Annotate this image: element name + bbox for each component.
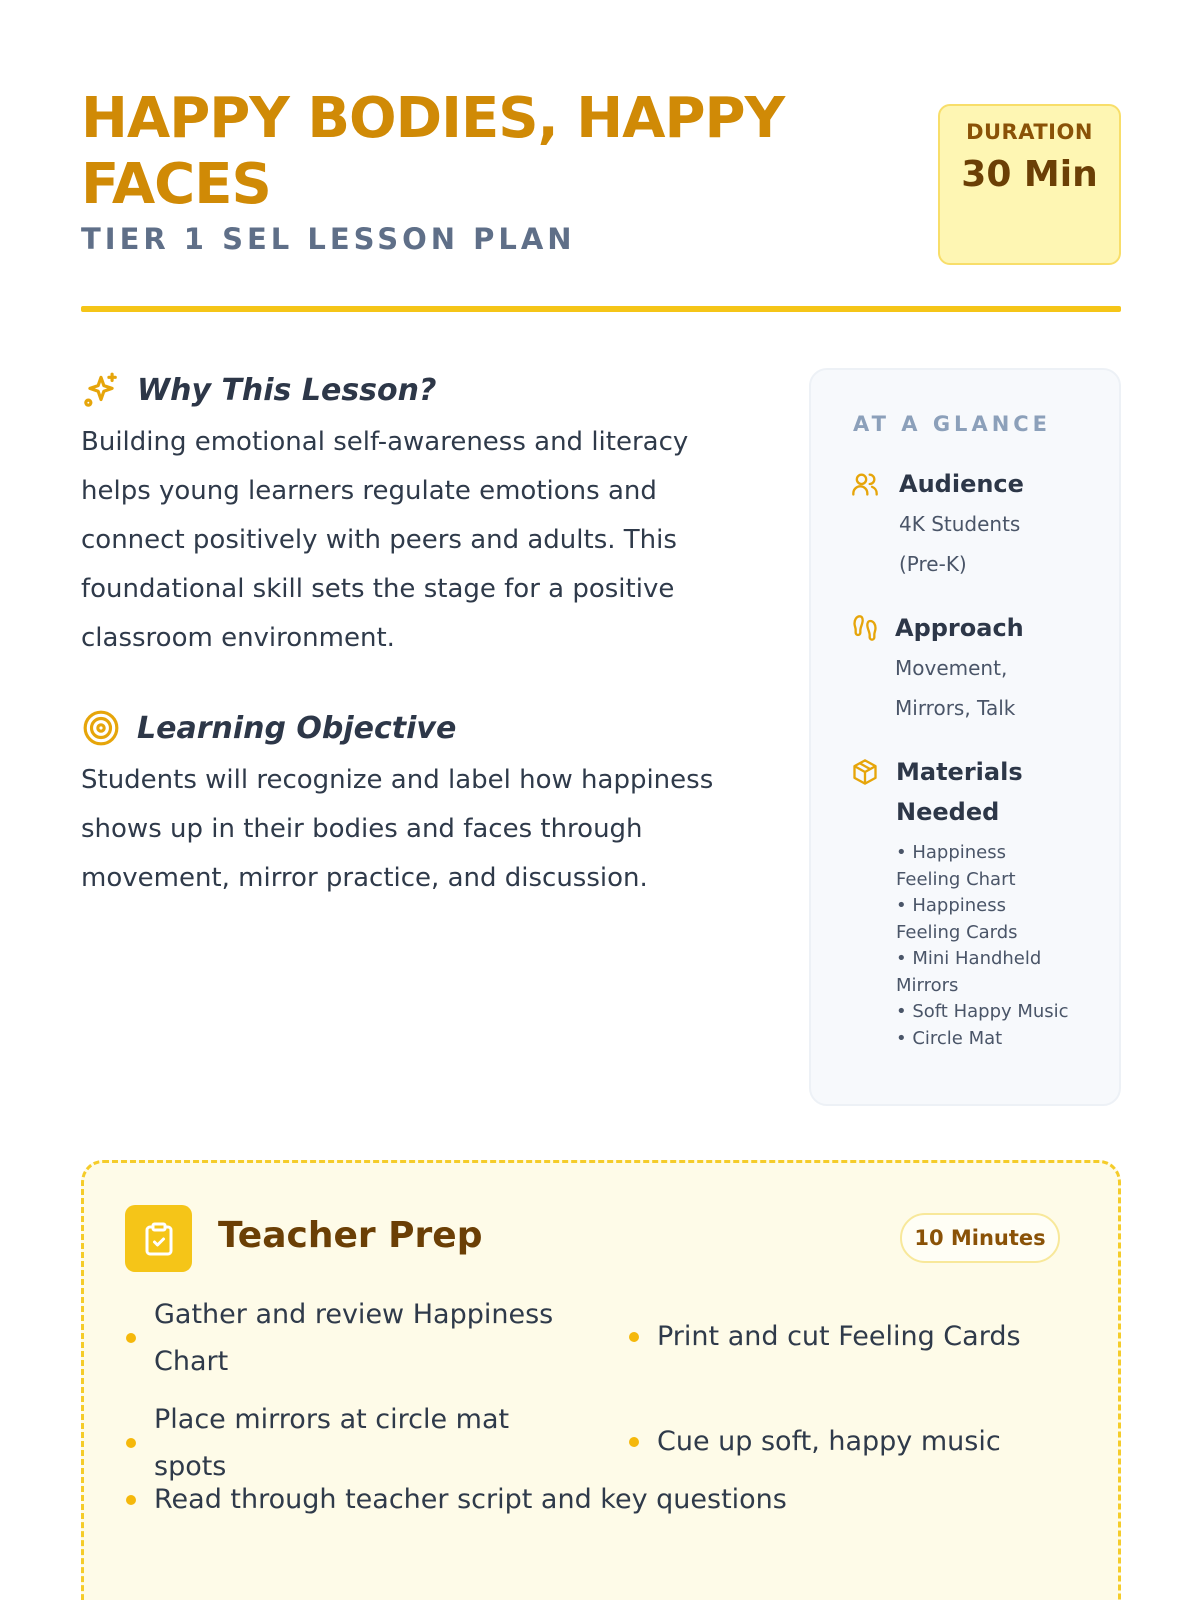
prep-item — [629, 1313, 1089, 1360]
why-heading: Why This Lesson? — [137, 372, 437, 408]
duration-value: 30 Min — [961, 154, 1098, 195]
duration-label: DURATION — [966, 120, 1093, 144]
objective-heading: Learning Objective — [137, 710, 457, 746]
lesson-plan-page — [81, 0, 1121, 1600]
materials-item: • Mini Handheld Mirrors — [896, 948, 1042, 996]
materials-list — [896, 840, 1076, 1052]
bullet-dot — [126, 1495, 136, 1505]
materials-item: • Soft Happy Music — [896, 1001, 1069, 1022]
prep-item — [126, 1291, 566, 1385]
bullet-dot — [629, 1437, 639, 1447]
bullet-dot — [629, 1332, 639, 1342]
glance-materials — [851, 752, 1076, 1052]
prep-item-text: Cue up soft, happy music — [657, 1426, 1001, 1457]
glance-approach — [851, 608, 1045, 728]
footprints-icon — [851, 614, 881, 644]
audience-title: Audience — [899, 470, 1024, 498]
bullet-dot — [126, 1333, 136, 1343]
objective-text: Students will recognize and label how happiness shows up in their bodies and faces through movement, mirror practice, and discussion. — [81, 765, 714, 893]
teacher-prep-card — [81, 1160, 1121, 1600]
glance-heading: AT A GLANCE — [853, 412, 1052, 436]
materials-title: Materials Needed — [896, 758, 1023, 826]
teacher-prep-title: Teacher Prep — [218, 1215, 483, 1256]
approach-title: Approach — [895, 614, 1024, 642]
materials-item: • Circle Mat — [896, 1027, 1003, 1049]
prep-item-text: Print and cut Feeling Cards — [657, 1321, 1021, 1352]
package-icon — [851, 758, 881, 788]
audience-text: 4K Students (Pre-K) — [899, 512, 1021, 576]
glance-audience — [851, 464, 1049, 584]
prep-item — [126, 1476, 1026, 1523]
target-icon — [81, 708, 121, 748]
materials-item: • Happiness Feeling Cards — [896, 895, 1018, 943]
prep-item — [629, 1418, 1089, 1465]
why-text: Building emotional self-awareness and literacy helps young learners regulate emotions and connect positively with peers and adults. This foundational skill sets the stage for a positive classroom environment. — [81, 427, 689, 653]
page-subtitle: TIER 1 SEL LESSON PLAN — [81, 222, 576, 256]
prep-time-badge: 10 Minutes — [900, 1213, 1060, 1263]
materials-item: • Happiness Feeling Chart — [896, 842, 1016, 890]
prep-item-text: Gather and review Happiness Chart — [154, 1299, 554, 1377]
users-icon — [851, 470, 881, 500]
prep-item-text: Place mirrors at circle mat spots — [154, 1404, 510, 1482]
duration-box — [938, 104, 1121, 265]
bullet-dot — [126, 1438, 136, 1448]
header-divider — [81, 306, 1121, 312]
prep-item-text: Read through teacher script and key questions — [154, 1484, 787, 1515]
at-a-glance-card — [809, 368, 1121, 1106]
sparkles-icon — [81, 370, 121, 410]
objective-section-heading — [81, 708, 456, 748]
page-title: HAPPY BODIES, HAPPY FACES — [81, 86, 785, 217]
approach-text: Movement, Mirrors, Talk — [895, 656, 1016, 720]
header — [81, 86, 1121, 312]
clipboard-check-icon — [125, 1205, 192, 1272]
why-section-heading — [81, 370, 436, 410]
